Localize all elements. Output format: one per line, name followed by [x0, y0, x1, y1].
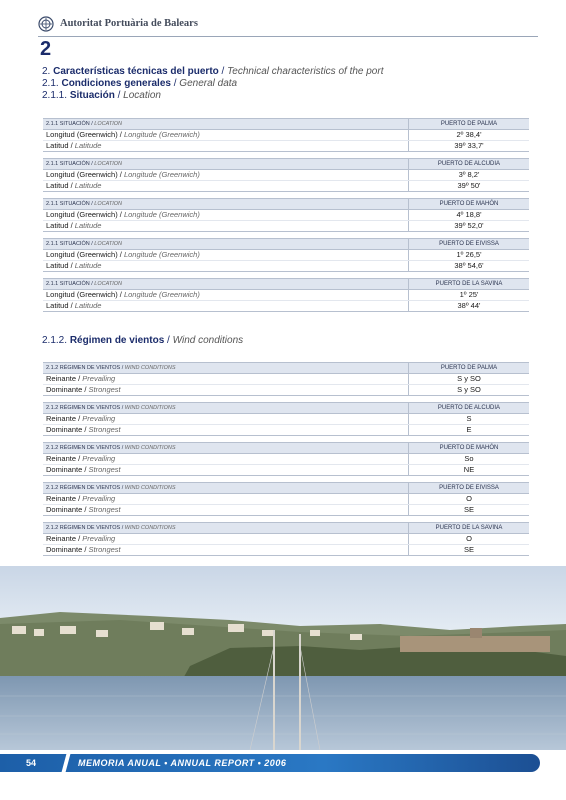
section-headings	[42, 66, 383, 102]
table-header	[43, 402, 529, 414]
data-table	[43, 158, 529, 192]
row-value: S y SO	[408, 374, 529, 384]
table-row	[43, 261, 529, 271]
header-label-es: 2.1.1 SITUACIÓN /	[46, 281, 95, 287]
row-label	[43, 534, 408, 544]
row-label-es: Reinante /	[46, 374, 83, 383]
row-label-es: Latitud /	[46, 181, 75, 190]
row-label-en: Prevailing	[82, 454, 116, 463]
table-header	[43, 278, 529, 290]
header-label-es: 2.1.1 SITUACIÓN /	[46, 241, 95, 247]
row-value: S y SO	[408, 385, 529, 395]
heading-2-1-number: 2.1.	[42, 78, 59, 89]
table-header	[43, 238, 529, 250]
header-label-es: 2.1.2 RÉGIMEN DE VIENTOS /	[46, 525, 125, 531]
row-label-es: Dominante /	[46, 425, 89, 434]
row-label-es: Longitud (Greenwich) /	[46, 210, 124, 219]
table-row	[43, 505, 529, 515]
row-value: 39º 33,7'	[408, 141, 529, 151]
header-label-en: WIND CONDITIONS	[124, 525, 176, 531]
port-name: PUERTO DE EIVISSA	[408, 239, 529, 249]
table-row	[43, 210, 529, 221]
data-table	[43, 238, 529, 272]
port-name: PUERTO DE EIVISSA	[408, 483, 529, 493]
table-row	[43, 250, 529, 261]
port-name: PUERTO DE MAHÓN	[408, 443, 529, 453]
table-row	[43, 181, 529, 191]
heading-2-1-2-en: Wind conditions	[172, 335, 244, 346]
heading-2-1-1-number: 2.1.1.	[42, 90, 68, 101]
table-row	[43, 465, 529, 475]
table-header	[43, 158, 529, 170]
heading-2-en: Technical characteristics of the port	[227, 66, 384, 77]
data-table	[43, 362, 529, 396]
heading-2-1-en: General data	[179, 78, 238, 89]
row-label-es: Latitud /	[46, 261, 75, 270]
row-label-es: Longitud (Greenwich) /	[46, 250, 124, 259]
heading-2: 2. Características técnicas del puerto / Technical characteristics of the port	[42, 66, 384, 77]
table-row	[43, 170, 529, 181]
row-label	[43, 130, 408, 140]
table-row	[43, 374, 529, 385]
table-row	[43, 385, 529, 395]
header-label-en: LOCATION	[94, 161, 123, 167]
table-header-label	[43, 119, 408, 129]
row-value: NE	[408, 465, 529, 475]
row-label	[43, 290, 408, 300]
row-label-en: Latitude	[74, 301, 102, 310]
row-label-en: Latitude	[74, 221, 102, 230]
row-label-en: Prevailing	[82, 534, 116, 543]
header-label-es: 2.1.2 RÉGIMEN DE VIENTOS /	[46, 405, 125, 411]
table-row	[43, 454, 529, 465]
header-label-en: WIND CONDITIONS	[124, 485, 176, 491]
row-label-en: Strongest	[88, 425, 121, 434]
heading-2-1-1: 2.1.1. Situación / Location	[42, 90, 161, 101]
heading-2-es: Características técnicas del puerto	[53, 66, 219, 77]
table-header	[43, 522, 529, 534]
wind-tables	[43, 362, 529, 562]
table-row	[43, 534, 529, 545]
row-label-es: Longitud (Greenwich) /	[46, 290, 124, 299]
table-row	[43, 141, 529, 151]
row-value: 39º 50'	[408, 181, 529, 191]
heading-2-1: 2.1. Condiciones generales / General data	[42, 78, 238, 89]
table-row	[43, 301, 529, 311]
row-label-es: Dominante /	[46, 545, 89, 554]
row-value: S	[408, 414, 529, 424]
row-label-es: Reinante /	[46, 534, 83, 543]
table-header-label	[43, 363, 408, 373]
organization-name: Autoritat Portuària de Balears	[60, 18, 198, 29]
row-label-es: Reinante /	[46, 414, 83, 423]
table-header-label	[43, 403, 408, 413]
row-value: SE	[408, 505, 529, 515]
row-label-en: Longitude (Greenwich)	[123, 290, 200, 299]
row-label	[43, 465, 408, 475]
table-header	[43, 442, 529, 454]
row-label-es: Reinante /	[46, 494, 83, 503]
row-value: 1º 25'	[408, 290, 529, 300]
table-header-label	[43, 523, 408, 533]
page-number: 54	[26, 758, 37, 768]
row-label-es: Latitud /	[46, 301, 75, 310]
row-label	[43, 301, 408, 311]
table-row	[43, 414, 529, 425]
table-header-label	[43, 443, 408, 453]
port-name: PUERTO DE PALMA	[408, 119, 529, 129]
harbor-photo	[0, 566, 566, 750]
row-label	[43, 425, 408, 435]
table-header-label	[43, 199, 408, 209]
row-label	[43, 250, 408, 260]
row-value: So	[408, 454, 529, 464]
table-header-label	[43, 159, 408, 169]
table-header-label	[43, 483, 408, 493]
row-label	[43, 210, 408, 220]
header-label-en: LOCATION	[94, 281, 123, 287]
port-name: PUERTO DE PALMA	[408, 363, 529, 373]
data-table	[43, 118, 529, 152]
header-label-es: 2.1.2 RÉGIMEN DE VIENTOS /	[46, 485, 125, 491]
heading-2-1-1-en: Location	[123, 90, 161, 101]
port-name: PUERTO DE LA SAVINA	[408, 279, 529, 289]
heading-2-number: 2.	[42, 66, 51, 77]
row-label	[43, 141, 408, 151]
row-label-es: Dominante /	[46, 465, 89, 474]
table-row	[43, 290, 529, 301]
header-label-es: 2.1.2 RÉGIMEN DE VIENTOS /	[46, 445, 125, 451]
header-label-es: 2.1.1 SITUACIÓN /	[46, 121, 95, 127]
data-table	[43, 402, 529, 436]
row-label-es: Reinante /	[46, 454, 83, 463]
heading-2-1-es: Condiciones generales	[61, 78, 171, 89]
table-row	[43, 425, 529, 435]
table-header-label	[43, 239, 408, 249]
row-label-es: Dominante /	[46, 385, 89, 394]
row-value: 3º 8,2'	[408, 170, 529, 180]
page-footer	[0, 750, 566, 800]
header-label-en: LOCATION	[94, 201, 123, 207]
port-name: PUERTO DE LA SAVINA	[408, 523, 529, 533]
table-header	[43, 118, 529, 130]
row-label-en: Latitude	[74, 261, 102, 270]
row-label-en: Strongest	[88, 505, 121, 514]
table-row	[43, 494, 529, 505]
header-label-en: WIND CONDITIONS	[124, 365, 176, 371]
table-row	[43, 545, 529, 555]
table-header	[43, 482, 529, 494]
row-value: 38º 54,6'	[408, 261, 529, 271]
row-label-en: Longitude (Greenwich)	[123, 210, 200, 219]
row-label-en: Strongest	[88, 385, 121, 394]
port-name: PUERTO DE MAHÓN	[408, 199, 529, 209]
row-label	[43, 221, 408, 231]
data-table	[43, 522, 529, 556]
row-label-en: Longitude (Greenwich)	[123, 170, 200, 179]
row-label-en: Strongest	[88, 465, 121, 474]
row-label-en: Prevailing	[82, 494, 116, 503]
row-label-es: Longitud (Greenwich) /	[46, 170, 124, 179]
row-label-en: Latitude	[74, 181, 102, 190]
header-label-es: 2.1.2 RÉGIMEN DE VIENTOS /	[46, 365, 125, 371]
table-header-label	[43, 279, 408, 289]
data-table	[43, 198, 529, 232]
row-label	[43, 454, 408, 464]
row-label-en: Prevailing	[82, 414, 116, 423]
port-name: PUERTO DE ALCUDIA	[408, 159, 529, 169]
row-value: SE	[408, 545, 529, 555]
row-label-es: Dominante /	[46, 505, 89, 514]
location-tables	[43, 118, 529, 318]
footer-title: MEMORIA ANUAL • ANNUAL REPORT • 2006	[78, 758, 287, 768]
row-value: O	[408, 494, 529, 504]
table-row	[43, 221, 529, 231]
row-value: 1º 26,5'	[408, 250, 529, 260]
table-row	[43, 130, 529, 141]
row-value: 38º 44'	[408, 301, 529, 311]
row-label	[43, 494, 408, 504]
row-value: 2º 38,4'	[408, 130, 529, 140]
table-header	[43, 198, 529, 210]
row-label-en: Strongest	[88, 545, 121, 554]
row-label	[43, 505, 408, 515]
row-label-en: Latitude	[74, 141, 102, 150]
header-label-es: 2.1.1 SITUACIÓN /	[46, 201, 95, 207]
heading-2-1-2-es: Régimen de vientos	[69, 335, 165, 346]
header-label-es: 2.1.1 SITUACIÓN /	[46, 161, 95, 167]
row-label-es: Latitud /	[46, 141, 75, 150]
row-label	[43, 181, 408, 191]
heading-2-1-1-es: Situación	[69, 90, 115, 101]
row-label-en: Prevailing	[82, 374, 116, 383]
chapter-number: 2	[40, 38, 52, 60]
row-label-es: Latitud /	[46, 221, 75, 230]
header-label-en: WIND CONDITIONS	[124, 405, 176, 411]
row-value: 39º 52,0'	[408, 221, 529, 231]
document-header	[38, 14, 538, 37]
port-name: PUERTO DE ALCUDIA	[408, 403, 529, 413]
row-label	[43, 414, 408, 424]
header-label-en: LOCATION	[94, 121, 123, 127]
data-table	[43, 482, 529, 516]
data-table	[43, 278, 529, 312]
row-label	[43, 261, 408, 271]
row-label	[43, 170, 408, 180]
data-table	[43, 442, 529, 476]
row-label-es: Longitud (Greenwich) /	[46, 130, 124, 139]
row-value: 4º 18,8'	[408, 210, 529, 220]
row-value: E	[408, 425, 529, 435]
heading-2-1-2: 2.1.2. Régimen de vientos / Wind conditions	[42, 335, 244, 346]
header-label-en: WIND CONDITIONS	[124, 445, 176, 451]
row-label	[43, 545, 408, 555]
row-label	[43, 385, 408, 395]
row-label-en: Longitude (Greenwich)	[123, 130, 200, 139]
row-label	[43, 374, 408, 384]
row-value: O	[408, 534, 529, 544]
row-label-en: Longitude (Greenwich)	[123, 250, 200, 259]
heading-2-1-2-number: 2.1.2.	[42, 335, 68, 346]
port-authority-logo-icon	[38, 16, 54, 32]
header-label-en: LOCATION	[94, 241, 123, 247]
table-header	[43, 362, 529, 374]
